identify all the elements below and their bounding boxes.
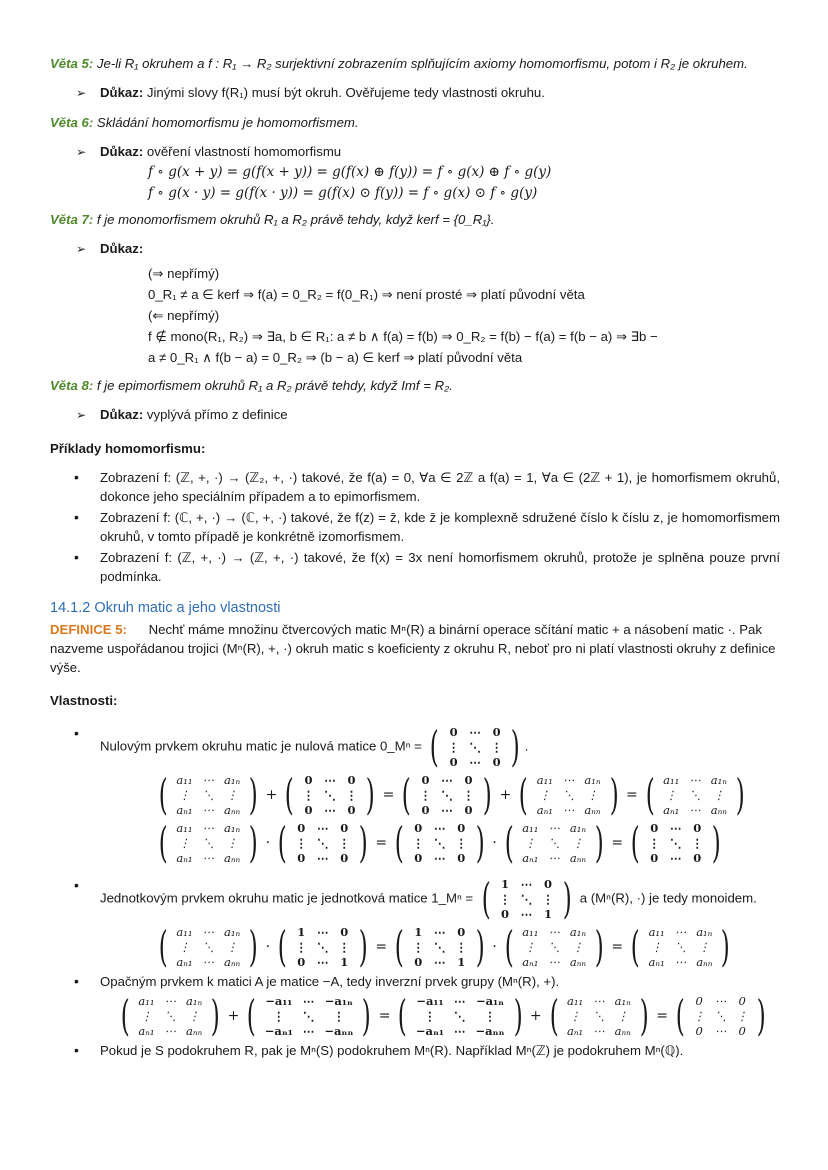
proof-7: [76, 239, 780, 259]
unit-tail-text: a (Mⁿ(R), ·) je tedy monoidem.: [579, 890, 757, 906]
examples-list: [50, 468, 780, 586]
matrix-equation: ( a₁₁ ⋯ a₁ₙ ⋮ ⋱ ⋮ aₙ₁ ⋯ aₙₙ ) · ( 0 ⋯ 0 ⋮ ⋱ ⋮ 0 ⋯ 0 ) = ( 0 ⋯ 0 ⋮ ⋱ ⋮ 0 ⋯ 0 ) · ( a₁₁ ⋯ a₁ₙ ⋮ ⋱ ⋮ aₙ₁ ⋯ aₙₙ ) = ( 0 ⋯ 0 ⋮ ⋱ ⋮ 0 ⋯ 0 ): [158, 818, 721, 867]
arrow-bullet-icon: ➢: [76, 408, 87, 422]
proof-7-body: [148, 263, 780, 368]
properties-heading: Vlastnosti:: [50, 693, 118, 708]
matrix-zero: ( 0 ⋯ 0 ⋮ ⋱ ⋮ 0 ⋯ 0 ): [285, 770, 375, 819]
theorem-text: Skládání homomorfismu je homomorfismem.: [96, 115, 359, 130]
list-item-zero: • Nulovým prvkem okruhu matic je nulová matice 0_Mⁿ = ( 0 ⋯ 0 ⋮ ⋱ ⋮ 0 ⋯ 0 ) .: [50, 724, 780, 770]
definition-text: Nechť máme množinu čtvercových matic Mⁿ(R) a binární operace sčítání matic + a násobení matic ·. Pak nazveme uspořádanou trojici (Mⁿ(R), +, ·) okruh matic s koeficienty z okruhu R, neboť pro ni platí vlastnosti okruhy z definice výše.: [50, 622, 776, 675]
examples-heading: Příklady homomorfismu:: [50, 441, 206, 456]
theorem-5: [50, 54, 780, 73]
arrow-bullet-icon: ➢: [76, 242, 87, 256]
list-item-opposite: • Opačným prvkem k matici A je matice −A, tedy inverzní prvek grupy (Mⁿ(R), +).: [50, 972, 780, 991]
matrix-a: ( a₁₁ ⋯ a₁ₙ ⋮ ⋱ ⋮ aₙ₁ ⋯ aₙₙ ): [519, 770, 619, 819]
proof-line: 0_R₁ ≠ a ∈ kerf ⇒ f(a) = 0_R₂ = f(0_R₁) ⇒ není prosté ⇒ platí původní věta: [148, 287, 585, 302]
proof-line: a ≠ 0_R₁ ∧ f(b − a) = 0_R₂ ⇒ (b − a) ∈ kerf ⇒ platí původní věta: [148, 350, 523, 365]
equation: f ∘ g(x + y) = g(f(x + y)) = g(f(x) ⊕ f(y)) = f ∘ g(x) ⊕ f ∘ g(y): [148, 164, 552, 180]
matrix-equation: ( a₁₁ ⋯ a₁ₙ ⋮ ⋱ ⋮ aₙ₁ ⋯ aₙₙ ) + ( 0 ⋯ 0 ⋮ ⋱ ⋮ 0 ⋯ 0 ) = ( 0 ⋯ 0 ⋮ ⋱ ⋮ 0 ⋯ 0 ) + ( a₁₁ ⋯ a₁ₙ ⋮ ⋱ ⋮ aₙ₁ ⋯ aₙₙ ) = ( a₁₁ ⋯ a₁ₙ ⋮ ⋱ ⋮ aₙ₁ ⋯ aₙₙ ): [154, 772, 780, 818]
zero-matrix: ( 0 ⋯ 0 ⋮ ⋱ ⋮ 0 ⋯ 0 ): [430, 722, 521, 771]
proof-label: Důkaz:: [100, 85, 144, 100]
matrix-equation: ( a₁₁ ⋯ a₁ₙ ⋮ ⋱ ⋮ aₙ₁ ⋯ aₙₙ ) · ( 1 ⋯ 0 ⋮ ⋱ ⋮ 0 ⋯ 1 ) = ( 1 ⋯ 0 ⋮ ⋱ ⋮ 0 ⋯ 1 ) · ( a₁₁ ⋯ a₁ₙ ⋮ ⋱ ⋮ aₙ₁ ⋯ aₙₙ ) = ( a₁₁ ⋯ a₁ₙ ⋮ ⋱ ⋮ aₙ₁ ⋯ aₙₙ ): [158, 922, 731, 971]
unit-element-text: Jednotkovým prvkem okruhu matic je jednotková matice 1_Mⁿ =: [100, 890, 474, 906]
proof-line: f ∉ mono(R₁, R₂) ⇒ ∃a, b ∈ R₁: a ≠ b ∧ f(a) = f(b) ⇒ 0_R₂ = f(b) − f(a) = f(b − a) ⇒ ∃b −: [148, 329, 658, 344]
matrix-equation: ( a₁₁ ⋯ a₁ₙ ⋮ ⋱ ⋮ aₙ₁ ⋯ aₙₙ ) + ( −a₁₁ ⋯ −a₁ₙ ⋮ ⋱ ⋮ −aₙ₁ ⋯ −aₙₙ ) = ( −a₁₁ ⋯ −a₁ₙ ⋮ ⋱ ⋮ −aₙ₁ ⋯ −aₙₙ ) + ( a₁₁ ⋯ a₁ₙ ⋮ ⋱ ⋮ aₙ₁ ⋯ aₙₙ ) = ( 0 ⋯ 0 ⋮ ⋱ ⋮ 0 ⋯ 0 ): [120, 991, 766, 1040]
equation: f ∘ g(x · y) = g(f(x · y)) = g(f(x) ⊙ f(y)) = f ∘ g(x) ⊙ f ∘ g(y): [148, 185, 538, 201]
matrix-zero: ( 0 ⋯ 0 ⋮ ⋱ ⋮ 0 ⋯ 0 ): [402, 770, 492, 819]
matrix-a: ( a₁₁ ⋯ a₁ₙ ⋮ ⋱ ⋮ aₙ₁ ⋯ aₙₙ ): [158, 770, 258, 819]
proof-text: Jinými slovy f(R₁) musí být okruh. Ověřujeme tedy vlastnosti okruhu.: [146, 85, 545, 100]
arrow-bullet-icon: ➢: [76, 86, 87, 100]
proof-8: [76, 405, 780, 425]
definition-5: [50, 620, 780, 677]
zero-element-text: Nulovým prvkem okruhu matic je nulová matice 0_Mⁿ =: [100, 738, 422, 754]
list-item: • Zobrazení f: (ℂ, +, ·) → (ℂ, +, ·) takové, že f(z) = z̄, kde z̄ je komplexně sdružené číslo k číslu z, je homomorfismem okruhů, v tomto případě je konkrétně izomorfismem.: [50, 508, 780, 546]
arrow-bullet-icon: ➢: [76, 145, 87, 159]
proof-label: Důkaz:: [100, 407, 144, 422]
list-item: • Zobrazení f: (ℤ, +, ·) → (ℤ, +, ·) takové, že f(x) = 3x není homorfismem okruhů, protože je splněna pouze první podmínka.: [50, 548, 780, 586]
proof-label: Důkaz:: [100, 241, 144, 256]
properties-list-3: [50, 972, 780, 991]
properties-list-2: [50, 876, 780, 922]
proof-line: (⇐ nepřímý): [148, 308, 220, 323]
section-heading: 14.1.2 Okruh matic a jeho vlastnosti: [50, 600, 281, 616]
theorem-7: [50, 210, 780, 229]
theorem-text: f je epimorfismem okruhů R₁ a R₂ právě tehdy, když Imf = R₂.: [96, 378, 453, 393]
theorem-8: [50, 376, 780, 395]
theorem-text: Je-li R₁ okruhem a f : R₁ → R₂ surjektivní zobrazením splňujícím axiomy homomorfismu, potom i R₂ je okruhem.: [96, 56, 748, 71]
theorem-label: Věta 8:: [50, 378, 94, 393]
properties-list: [50, 724, 780, 770]
definition-label: DEFINICE 5:: [50, 622, 127, 637]
theorem-6: [50, 113, 780, 132]
matrix-a: ( a₁₁ ⋯ a₁ₙ ⋮ ⋱ ⋮ aₙ₁ ⋯ aₙₙ ): [645, 770, 745, 819]
proof-label: Důkaz:: [100, 144, 144, 159]
document-page: [50, 50, 780, 1062]
theorem-text: f je monomorfismem okruhů R₁ a R₂ právě tehdy, když kerf = {0_R₁}.: [96, 212, 495, 227]
list-item-subring: • Pokud je S podokruhem R, pak je Mⁿ(S) podokruhem Mⁿ(R). Například Mⁿ(ℤ) je podokruhem Mⁿ(ℚ).: [50, 1041, 780, 1060]
list-item-unit: [50, 876, 780, 922]
proof-line: (⇒ nepřímý): [148, 266, 220, 281]
unit-matrix: ( 1 ⋯ 0 ⋮ ⋱ ⋮ 0 ⋯ 1 ): [481, 874, 572, 923]
proof-5: [76, 83, 780, 103]
theorem-label: Věta 5:: [50, 56, 94, 71]
proof-6: [76, 142, 780, 162]
theorem-label: Věta 6:: [50, 115, 94, 130]
theorem-label: Věta 7:: [50, 212, 94, 227]
proof-text: ověření vlastností homomorfismu: [146, 144, 342, 159]
list-item: • Zobrazení f: (ℤ, +, ·) → (ℤ₂, +, ·) takové, že f(a) = 0, ∀a ∈ 2ℤ a f(a) = 1, ∀a ∈ (2ℤ + 1), je homorfismem okruhů, dokonce jeho speciálním případem a to epimorfismem.: [50, 468, 780, 506]
properties-list-4: [50, 1041, 780, 1060]
proof-text: vyplývá přímo z definice: [146, 407, 288, 422]
